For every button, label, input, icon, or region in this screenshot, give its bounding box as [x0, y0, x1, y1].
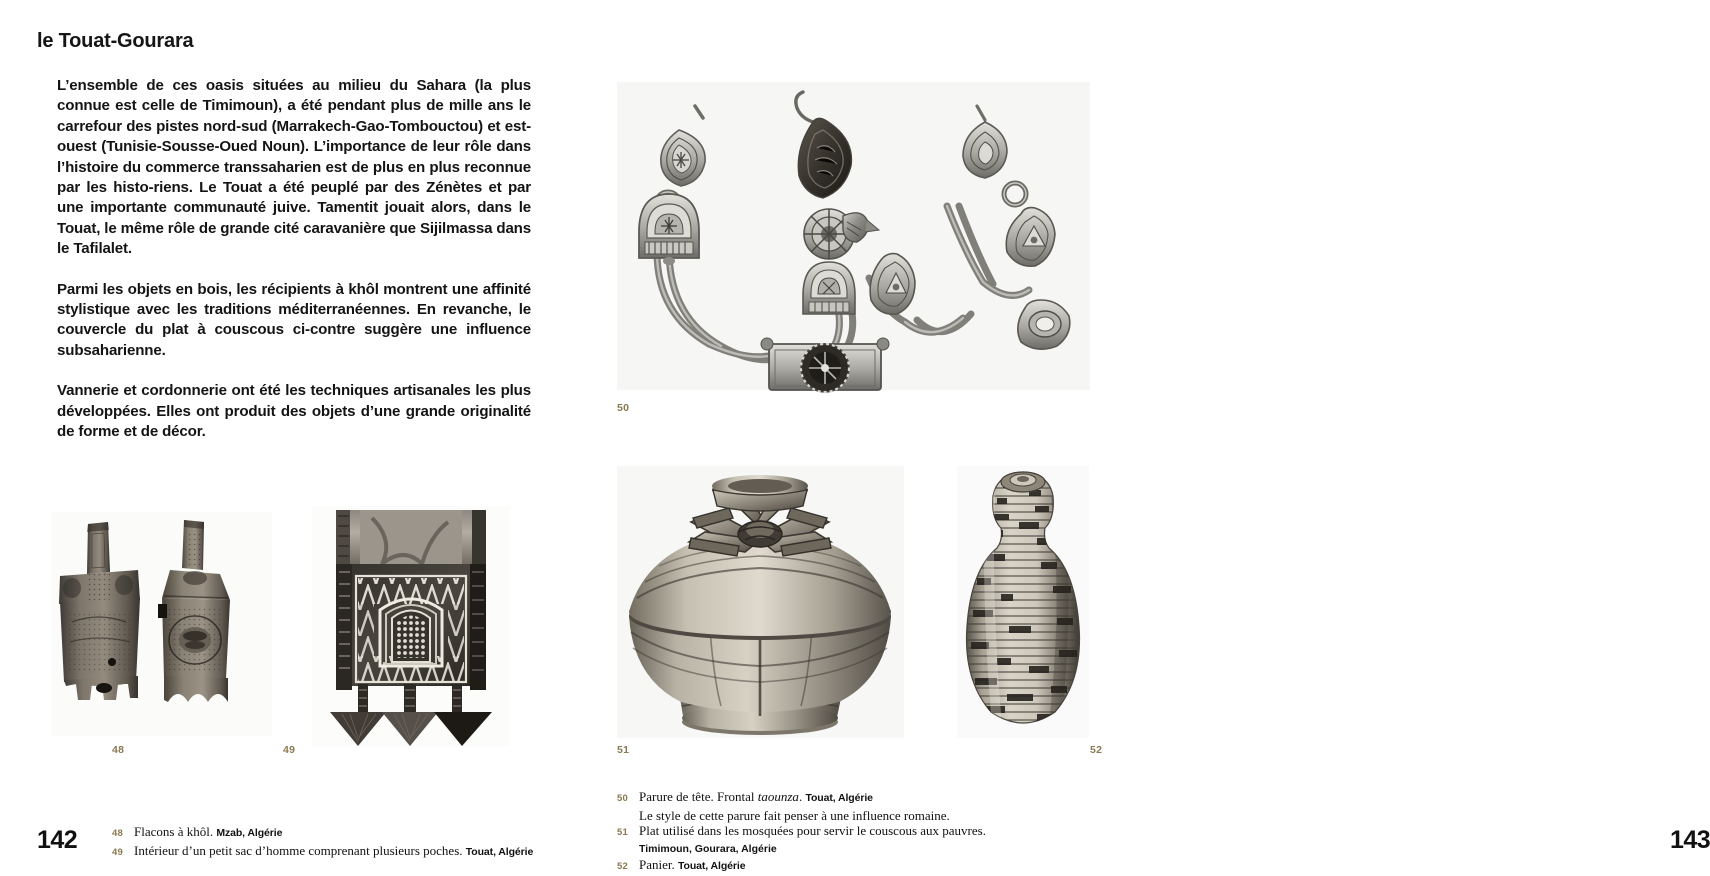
caption-51-location-line: [617, 840, 1087, 858]
caption-50-italic: taounza: [757, 789, 799, 804]
caption-text-49: [134, 843, 533, 861]
caption-number-51: 51: [617, 827, 628, 838]
caption-number-52: 52: [617, 861, 628, 872]
page-title: le Touat-Gourara: [37, 30, 194, 52]
leather-bag-photo: [312, 506, 510, 746]
caption-50-main: Parure de tête. Frontal: [639, 789, 758, 804]
caption-50-location: Touat, Algérie: [805, 792, 873, 804]
paragraph-3: Vannerie et cordonnerie ont été les techniques artisanales les plus développées. Elles ont produit des objets d’une grande originalité de forme et de décor.: [57, 382, 531, 441]
figure-number-50: 50: [617, 402, 630, 414]
caption-48-location: Mzab, Algérie: [216, 827, 283, 839]
figure-number-52: 52: [1090, 744, 1103, 756]
folio-left: 142: [37, 826, 78, 854]
left-caption-block: [112, 824, 542, 861]
figure-number-49: 49: [283, 744, 296, 756]
kohl-flasks-photo: [52, 512, 272, 736]
caption-52-main: Panier.: [639, 857, 678, 872]
caption-50: [617, 789, 1087, 807]
basket-photo: [957, 466, 1089, 738]
caption-52-location: Touat, Algérie: [678, 860, 746, 872]
caption-49-main: Intérieur d’un petit sac d’homme comprenant plusieurs poches.: [134, 842, 466, 858]
caption-51: [617, 823, 1087, 839]
caption-51-location: Timimoun, Gourara, Algérie: [639, 842, 777, 855]
caption-50-after: .: [798, 789, 806, 804]
caption-text-52: [639, 857, 745, 875]
right-page: [583, 0, 1710, 874]
caption-52: [617, 857, 1087, 875]
couscous-dish-photo: [617, 466, 904, 738]
figure-number-51: 51: [617, 744, 630, 756]
folio-right: 143: [1670, 826, 1710, 854]
caption-number-48: 48: [112, 828, 123, 839]
right-caption-block: [617, 789, 1087, 876]
paragraph-1: L’ensemble de ces oasis situées au milieu du Sahara (la plus connue est celle de Timimoun), a été pendant plus de mille ans le carrefour des pistes nord-sud (Marrakech-Gao-Tombouctou) et est-ouest (Tunisie-Sousse-Oued Noun). L’importance de leur rôle dans l’histoire du commerce transsaharien est de plus en plus reconnue par les histo-riens. Le Touat a été peuplé par des Zénètes et par une importante communauté juive. Tamentit jouait alors, dans le Touat, le même rôle de grande cité caravanière que Sijilmassa dans le Tafilalet.: [57, 77, 531, 258]
caption-number-49: 49: [112, 846, 123, 858]
caption-text-48: [134, 824, 282, 842]
caption-50-subline: Le style de cette parure fait penser à une influence romaine.: [639, 807, 950, 823]
figure-number-48: 48: [112, 744, 125, 756]
caption-48: [112, 824, 542, 842]
caption-number-50: 50: [617, 793, 628, 804]
caption-text-50: [639, 789, 873, 807]
left-page: [0, 0, 583, 874]
body-text-column: [57, 76, 531, 443]
caption-49: [112, 843, 542, 861]
head-ornament-photo: [617, 82, 1090, 390]
caption-text-51: Plat utilisé dans les mosquées pour servir le couscous aux pauvres.: [639, 823, 986, 838]
caption-48-main: Flacons à khôl.: [134, 824, 217, 839]
caption-49-location: Touat, Algérie: [465, 845, 534, 858]
paragraph-2: Parmi les objets en bois, les récipients à khôl montrent une affinité stylistique avec les traditions méditerranéennes. En revanche, le couvercle du plat à couscous ci-contre suggère une influence subsaharienne.: [57, 280, 531, 359]
